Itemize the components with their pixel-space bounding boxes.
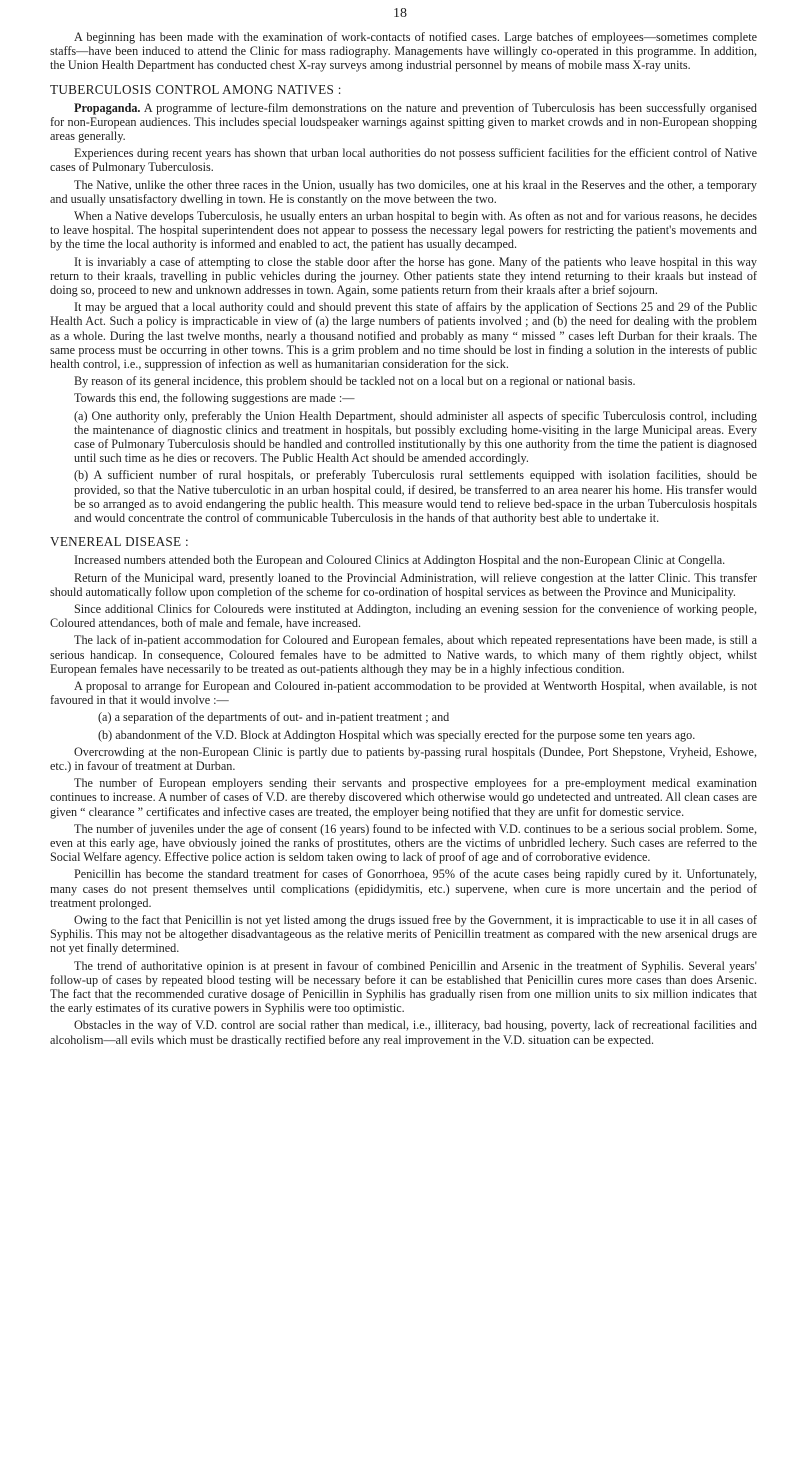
vd-list-item-b: (b) abandonment of the V.D. Block at Addington Hospital which was specially erected for the purpose some ten years ago. [98,727,696,742]
propaganda-label: Propaganda. [74,100,141,115]
propaganda-text: A programme of lecture-film demonstrations on the nature and prevention of Tuberculosis has been successfully organised for non-European audiences. This includes special loudspeaker warnings against spitting given to market crowds and in non-European shopping areas generally. [50,100,758,144]
tb-paragraph: It is invariably a case of attempting to close the stable door after the horse has gone. Many of the patients who leave hospital in this way return to their kraals, travelling in public vehicles during the journey. Other patients state they intend returning to their kraals but instead of doing so, proceed to new and unknown addresses in town. Again, some patients return from their kraals after a brief sojourn. [50,254,757,298]
propaganda-paragraph [50,101,757,144]
vd-paragraph: The number of European employers sending their servants and prospective employees for a pre-employment medical examination continues to increase. A number of cases of V.D. are thereby discovered which otherwise would go undetected and untreated. All clean cases are given “ clearance ” certificates and infective cases are treated, the employer being notified that they are unfit for domestic service. [50,776,757,819]
tb-paragraph: It may be argued that a local authority could and should prevent this state of affairs by the application of Sections 25 and 29 of the Public Health Act. Such a policy is impracticable in view of (a) the large numbers of patients involved ; and (b) the need for dealing with the problem as a whole. During the last twelve months, nearly a thousand notified and probably as many “ missed ” cases left Durban for their kraals. The same process must be occurring in other towns. This is a grim problem and no time should be lost in finding a solution in the interests of public health control, i.e., suppression of infection as well as humanitarian consideration for the sick. [50,300,757,372]
tb-paragraph: Experiences during recent years has shown that urban local authorities do not possess sufficient facilities for the efficient control of Native cases of Pulmonary Tuberculosis. [50,146,757,175]
vd-paragraph: Return of the Municipal ward, presently loaned to the Provincial Administration, will relieve congestion at the latter Clinic. This transfer should automatically follow upon completion of the scheme for co-ordination of hospital services as between the Province and Municipality. [50,570,757,599]
intro-paragraph: A beginning has been made with the examination of work-contacts of notified cases. Large batches of employees—sometimes complete staffs—have been induced to attend the Clinic for mass radiography. Managements have willingly co-operated in this programme. In addition, the Union Health Department has conducted chest X-ray surveys among industrial personnel by means of mobile mass X-ray units. [50,30,757,73]
vd-paragraph: The number of juveniles under the age of consent (16 years) found to be infected with V.D. continues to be a serious social problem. Some, even at this early age, have obviously joined the ranks of prostitutes, others are the victims of unbridled lechery. Such cases are referred to the Social Welfare agency. Effective police action is seldom taken owing to lack of proof of age and of corroborative evidence. [50,821,757,865]
vd-paragraph: Since additional Clinics for Coloureds were instituted at Addington, including an evening session for the convenience of working people, Coloured attendances, both of male and female, have increased. [50,601,757,631]
tb-suggestion-b: (b) A sufficient number of rural hospitals, or preferably Tuberculosis rural settlements equipped with isolation facilities, should be provided, so that the Native tuberculotic in an urban hospital could, if desired, be transferred to an area nearer his home. His transfer would be so arranged as to avoid endangering the public health. This measure would tend to relieve bed-space in the urban Tuberculosis hospitals and would concentrate the control of communicable Tuberculosis in the hands of that authority best able to undertake it. [74,468,757,526]
vd-paragraph: A proposal to arrange for European and Coloured in-patient accommodation to be provided at Wentworth Hospital, when available, is not favoured in that it would involve :— [50,678,757,708]
vd-paragraph: Penicillin has become the standard treatment for cases of Gonorrhoea, 95% of the acute cases being rapidly cured by it. Unfortunately, many cases do not present themselves until complications (epididymitis, etc.) supervene, when cure is more uncertain and the period of treatment prolonged. [50,867,757,910]
tb-paragraph: By reason of its general incidence, this problem should be tackled not on a local but on a regional or national basis. [74,374,636,389]
vd-list-item-a: (a) a separation of the departments of out- and in-patient treatment ; and [98,710,450,725]
page-number: 18 [393,6,407,21]
tb-suggestion-a: (a) One authority only, preferably the Union Health Department, should administer all aspects of specific Tuberculosis control, including the maintenance of diagnostic clinics and treatment in hospitals, but possibly excluding home-visiting in the large Municipal areas. Every case of Pulmonary Tuberculosis should be handled and controlled institutionally by this one authority from the time the patient is diagnosed until such time as he dies or recovers. The Public Health Act should be amended accordingly. [74,408,757,466]
vd-paragraph: Overcrowding at the non-European Clinic is partly due to patients by-passing rural hospitals (Dundee, Port Shepstone, Vryheid, Eshowe, etc.) in favour of treatment at Durban. [50,744,757,773]
tb-paragraph: The Native, unlike the other three races in the Union, usually has two domiciles, one at his kraal in the Reserves and the other, a temporary and usually unsatisfactory dwelling in town. He is constantly on the move between the two. [50,177,757,206]
page-content [50,30,757,1050]
tb-paragraph: Towards this end, the following suggestions are made :— [74,391,355,406]
vd-paragraph: Obstacles in the way of V.D. control are social rather than medical, i.e., illiteracy, bad housing, poverty, lack of recreational facilities and alcoholism—all evils which must be drastically rectified before any real improvement in the V.D. situation can be expected. [50,1018,757,1047]
vd-section-heading: VENEREAL DISEASE : [50,534,189,550]
tb-section-heading: TUBERCULOSIS CONTROL AMONG NATIVES : [50,81,342,97]
vd-paragraph: Owing to the fact that Penicillin is not yet listed among the drugs issued free by the Government, it is impracticable to use it in all cases of Syphilis. This may not be altogether disadvantageous as the relative merits of Penicillin treatment as compared with the new arsenical drugs are not yet finally determined. [50,912,757,956]
vd-paragraph: The lack of in-patient accommodation for Coloured and European females, about which repeated representations have been made, is still a serious handicap. In consequence, Coloured females have to be admitted to Native wards, to which many of them rightly object, whilst European females have necessarily to be treated as out-patients although they may be in a highly infectious condition. [50,633,757,676]
vd-paragraph: The trend of authoritative opinion is at present in favour of combined Penicillin and Arsenic in the treatment of Syphilis. Several years' follow-up of cases by repeated blood testing will be necessary before it can be established that Penicillin cures more cases than does Arsenic. The fact that the recommended curative dosage of Penicillin in Syphilis has gradually risen from one million units to six million indicates that the early estimates of its curative powers in Syphilis were too optimistic. [50,958,757,1016]
tb-paragraph: When a Native develops Tuberculosis, he usually enters an urban hospital to begin with. As often as not and for various reasons, he decides to leave hospital. The hospital superintendent does not appear to possess the necessary legal powers for restricting the patient's movements and by the time the local authority is informed and enabled to act, the patient has usually decamped. [50,209,757,252]
vd-paragraph: Increased numbers attended both the European and Coloured Clinics at Addington Hospital and the non-European Clinic at Congella. [74,553,726,568]
